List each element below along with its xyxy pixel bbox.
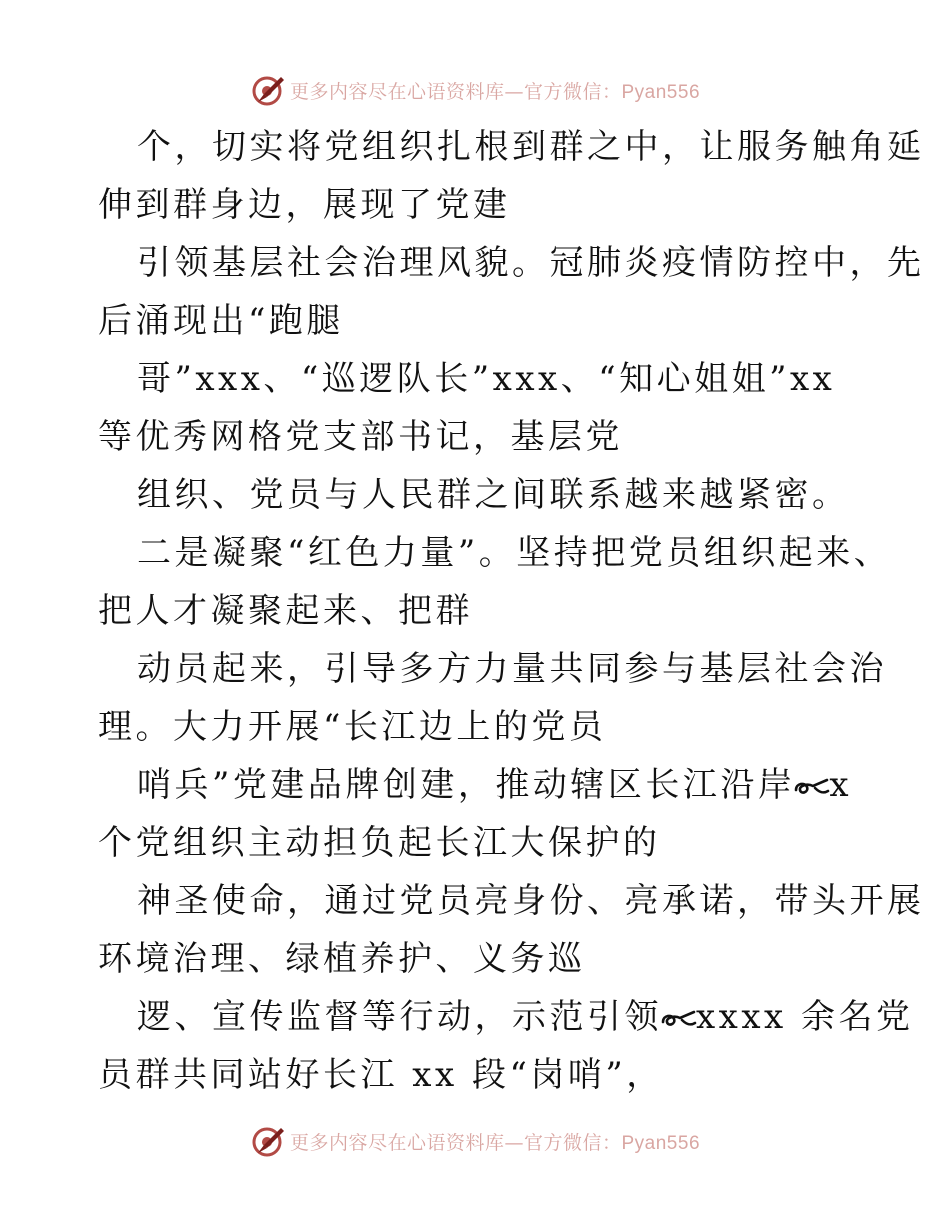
- text-line: 伸到群身边，展现了党建: [98, 185, 511, 225]
- text-line: 个党组织主动担负起长江大保护的: [98, 823, 661, 863]
- text-line: 哥”xxx、“巡逻队长”xxx、“知心姐姐”xx: [137, 359, 836, 399]
- text-line: 神圣使命，通过党员亮身份、亮承诺，带头开展: [137, 881, 925, 921]
- broken-glyph-icon: [793, 776, 831, 798]
- text-line: 引领基层社会治理风貌。冠肺炎疫情防控中，先: [137, 243, 925, 283]
- text-segment: 哨兵”党建品牌创建，推动辖区长江沿岸: [137, 765, 796, 805]
- text-line: 动员起来，引导多方力量共同参与基层社会治: [137, 649, 887, 689]
- text-line: 理。大力开展“长江边上的党员: [98, 707, 607, 747]
- pen-logo-icon: [250, 72, 286, 108]
- text-line: 二是凝聚“红色力量”。坚持把党员组织起来、: [137, 533, 892, 573]
- text-segment: xxxx 余名党: [696, 997, 914, 1037]
- text-segment: x: [829, 765, 853, 805]
- watermark-text: 更多内容尽在心语资料库—官方微信：Pyan556: [289, 1131, 701, 1154]
- text-line: 把人才凝聚起来、把群: [98, 591, 473, 631]
- broken-glyph-icon: [660, 1008, 698, 1030]
- watermark-text: 更多内容尽在心语资料库—官方微信：Pyan556: [289, 80, 701, 103]
- header-watermark: [0, 72, 950, 108]
- text-line: 组织、党员与人民群之间联系越来越紧密。: [137, 475, 850, 515]
- pen-logo-icon: [250, 1123, 286, 1159]
- text-line: 后涌现出“跑腿: [98, 301, 344, 341]
- text-line: 环境治理、绿植养护、义务巡: [98, 939, 586, 979]
- text-line: 员群共同站好长江 xx 段“岗哨”，: [98, 1055, 664, 1095]
- text-line: [137, 756, 852, 814]
- text-line: 等优秀网格党支部书记，基层党: [98, 417, 623, 457]
- text-line: [137, 988, 914, 1046]
- text-segment: 逻、宣传监督等行动，示范引领: [137, 997, 662, 1037]
- footer-watermark: [0, 1123, 950, 1159]
- text-line: 个，切实将党组织扎根到群之中，让服务触角延: [137, 127, 925, 167]
